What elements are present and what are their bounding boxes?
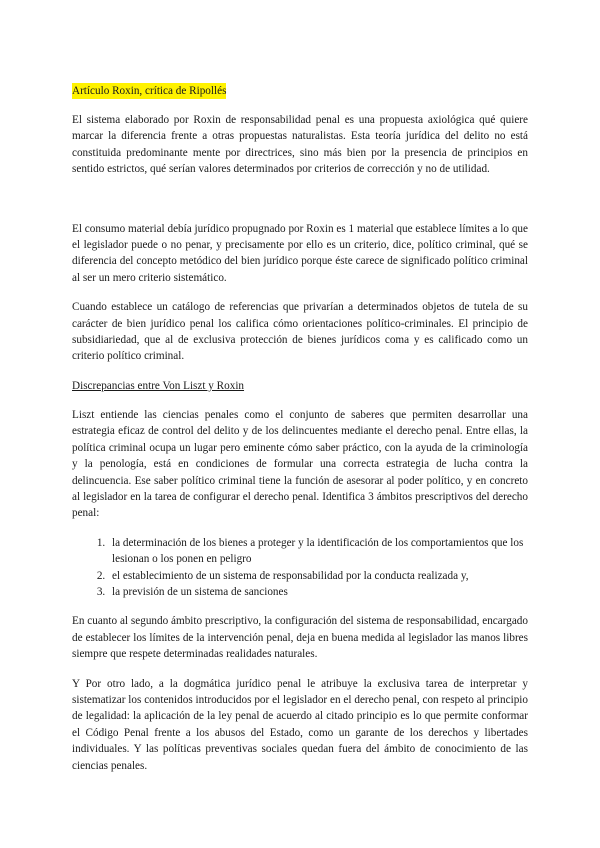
- paragraph-2: El consumo material debía jurídico propugnado por Roxin es 1 material que establece límites a lo que el legislador puede o no penar, y precisamente por ello es un criterio, dice, político criminal, qué se diferencia del concepto metódico del bien jurídico porque éste carece de significado político criminal al ser un mero criterio sistemático.: [72, 222, 528, 284]
- section-heading: Discrepancias entre Von Liszt y Roxin: [72, 379, 245, 392]
- document-title: Artículo Roxin, crítica de Ripollés: [72, 85, 227, 97]
- list-item: 2. el establecimiento de un sistema de responsabilidad por la conducta realizada y,: [108, 568, 528, 584]
- numbered-list: [72, 535, 528, 601]
- closing-paragraph-2: Y Por otro lado, a la dogmática jurídico penal le atribuye la exclusiva tarea de interpretar y sistematizar los contenidos introducidos por el legislador en el derecho penal, con respeto al principio de legalidad: la aplicación de la ley penal de acuerdo al citado principio es lo que permite conformar el Código Penal frente a los abusos del Estado, como un garante de los derechos y libertades individuales. Y las políticas preventivas sociales quedan fuera del ámbito de conocimiento de las ciencias penales.: [72, 677, 528, 772]
- spacer: [72, 191, 528, 221]
- section-intro: Liszt entiende las ciencias penales como el conjunto de saberes que permiten desarrollar una estrategia eficaz de control del delito y de los delincuentes mediante el derecho penal. Entre ellas, la política criminal ocupa un lugar pero eminente cómo saber práctico, con la ayuda de la criminología y la penología, está en condiciones de formular una correcta estrategia de lucha contra la delincuencia. Ese saber político criminal tiene la función de asesorar al poder político, y en concreto al legislador en la tarea de configurar el derecho penal. Identifica 3 ámbitos prescriptivos del derecho penal:: [72, 408, 528, 520]
- closing-paragraph-1: En cuanto al segundo ámbito prescriptivo, la configuración del sistema de responsabilidad, encargado de establecer los límites de la intervención penal, deja en buena medida al legislador las manos libres siempre que respete determinadas realidades naturales.: [72, 615, 528, 661]
- paragraph-3: Cuando establece un catálogo de referencias que privarían a determinados objetos de tutela de su carácter de bien jurídico penal los califica cómo orientaciones político-criminales. El principio de subsidiariedad, que al de exclusiva protección de bienes jurídicos coma y es calificado como un criterio político criminal.: [72, 301, 528, 363]
- list-item: 3. la previsión de un sistema de sanciones: [108, 584, 528, 600]
- list-item: 1. la determinación de los bienes a proteger y la identificación de los comportamientos que los lesionan o los ponen en peligro: [108, 535, 528, 568]
- paragraph-1: El sistema elaborado por Roxin de responsabilidad penal es una propuesta axiológica qué quiere marcar la diferencia frente a otras propuestas naturalistas. Esta teoría jurídica del delito no está constituida predominante mente por directrices, sino más bien por la presencia de principios en sentido estrictos, qué serían valores determinados por criterios de corrección y no de utilidad.: [72, 114, 528, 176]
